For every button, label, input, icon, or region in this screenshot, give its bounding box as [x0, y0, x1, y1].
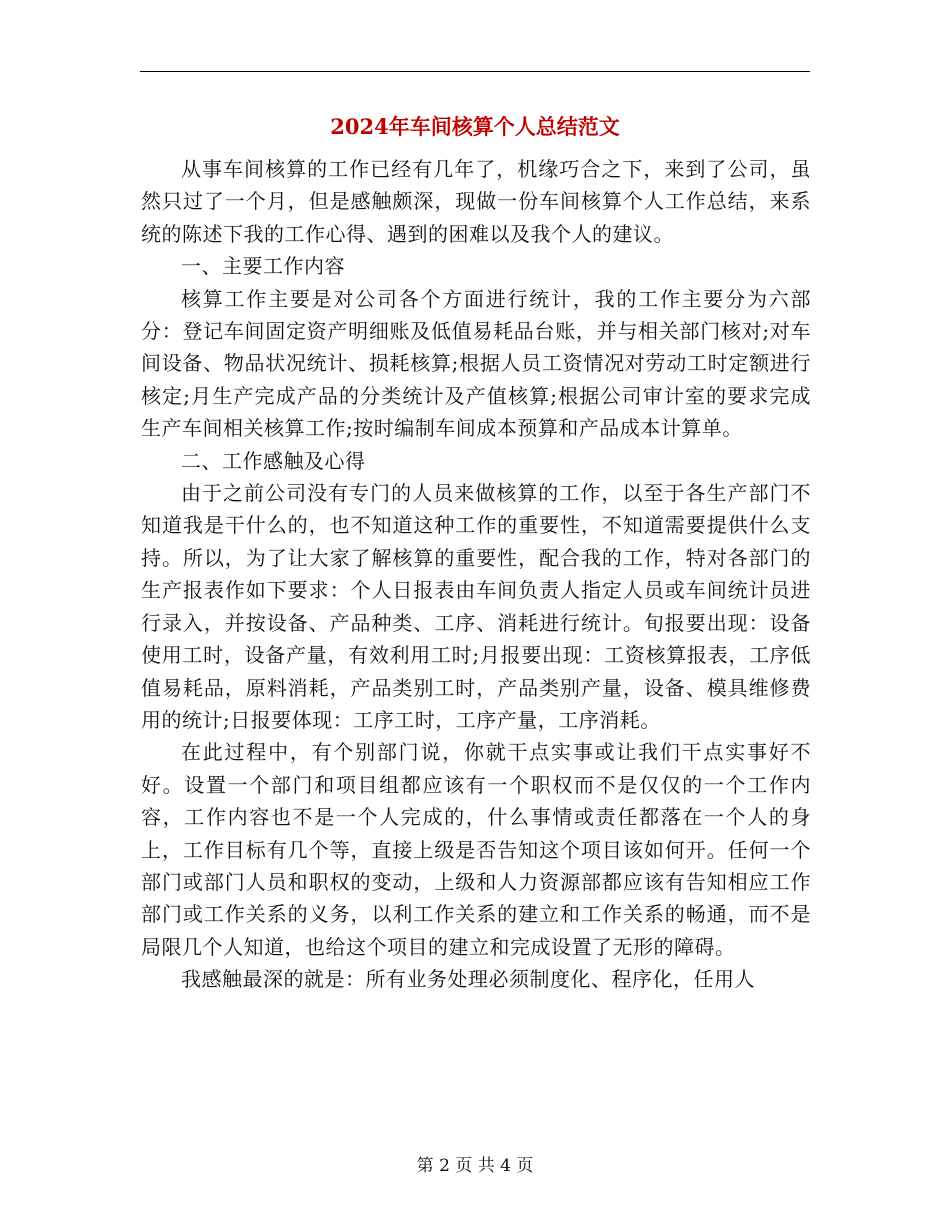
paragraph-main-work: 核算工作主要是对公司各个方面进行统计，我的工作主要分为六部分：登记车间固定资产明细账及低值易耗品台账，并与相关部门核对;对车间设备、物品状况统计、损耗核算;根据人员工资情况对劳动工时定额进行核定;月生产完成产品的分类统计及产值核算;根据公司审计室的要求完成生产车间相关核算工作;按时编制车间成本预算和产品成本计算单。 [141, 286, 811, 441]
paragraph-insights-3: 我感触最深的就是：所有业务处理必须制度化、程序化，任用人 [181, 967, 755, 992]
section-heading-insights: 二、工作感触及心得 [181, 448, 366, 473]
section-heading-main-work: 一、主要工作内容 [181, 254, 345, 279]
paragraph-insights-1: 由于之前公司没有专门的人员来做核算的工作，以至于各生产部门不知道我是干什么的，也不知道这种工作的重要性，不知道需要提供什么支持。所以，为了让大家了解核算的重要性，配合我的工作，特对各部门的生产报表作如下要求：个人日报表由车间负责人指定人员或车间统计员进行录入，并按设备、产品种类、工序、消耗进行统计。旬报要出现：设备使用工时，设备产量，有效利用工时;月报要出现：工资核算报表，工序低值易耗品，原料消耗，产品类别工时，产品类别产量，设备、模具维修费用的统计;日报要体现：工序工时，工序产量，工序消耗。 [141, 481, 811, 732]
header-rule [140, 71, 810, 72]
paragraph-insights-2: 在此过程中，有个别部门说，你就干点实事或让我们干点实事好不好。设置一个部门和项目组都应该有一个职权而不是仅仅的一个工作内容，工作内容也不是一个人完成的，什么事情或责任都落在一个人的身上，工作目标有几个等，直接上级是否告知这个项目该如何开。任何一个部门或部门人员和职权的变动，上级和人力资源部都应该有告知相应工作部门或工作关系的义务，以利工作关系的建立和工作关系的畅通，而不是局限几个人知道，也给这个项目的建立和完成设置了无形的障碍。 [141, 740, 811, 959]
paragraph-intro: 从事车间核算的工作已经有几年了，机缘巧合之下，来到了公司，虽然只过了一个月，但是感触颇深，现做一份车间核算个人工作总结，来系统的陈述下我的工作心得、遇到的困难以及我个人的建议。 [141, 157, 811, 246]
document-title: 2024年车间核算个人总结范文 [330, 114, 620, 139]
page-number-footer: 第 2 页 共 4 页 [416, 1156, 534, 1176]
document-body [141, 153, 811, 996]
